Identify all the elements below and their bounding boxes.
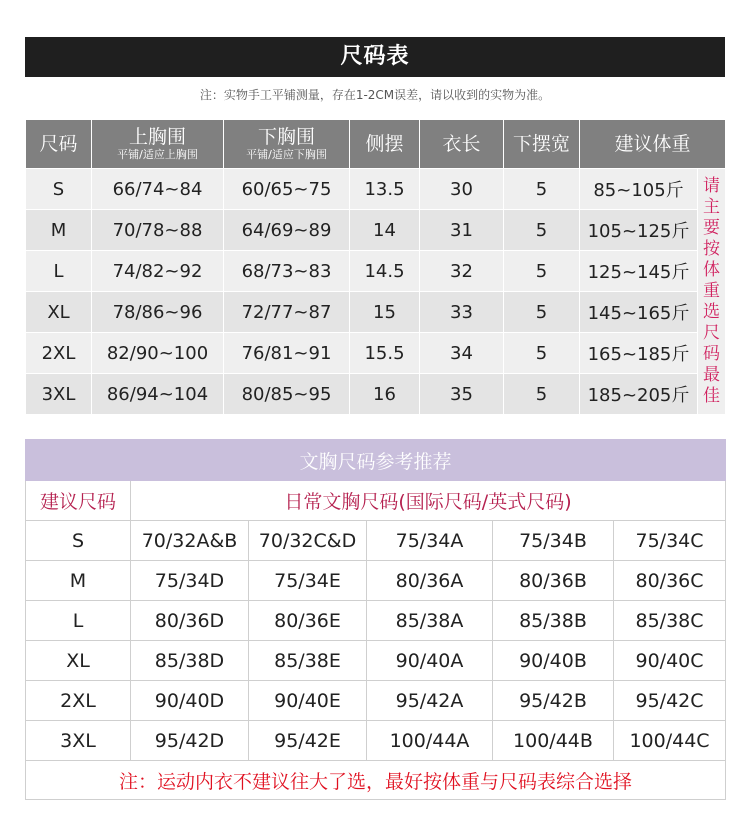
- table-cell: 80/36A: [367, 561, 493, 601]
- table-cell: 85/38A: [367, 601, 493, 641]
- header-label: 下胸围: [257, 125, 315, 148]
- table-cell: 185~205斤: [580, 374, 698, 415]
- table-cell: 16: [350, 374, 420, 415]
- table-cell: 76/81~91: [224, 333, 350, 374]
- table-cell: 145~165斤: [580, 292, 698, 333]
- bra-table-title-row: [26, 440, 726, 481]
- header-label: 尺码: [39, 132, 78, 155]
- table-row: [26, 601, 726, 641]
- table-row: [26, 561, 726, 601]
- table-cell: 60/65~75: [224, 169, 350, 210]
- size-table: [25, 119, 726, 415]
- table-cell: 78/86~96: [92, 292, 224, 333]
- table-cell: 95/42E: [249, 721, 367, 761]
- table-cell: 15: [350, 292, 420, 333]
- table-cell: 72/77~87: [224, 292, 350, 333]
- note-char: 码: [703, 344, 720, 364]
- table-cell: 66/74~84: [92, 169, 224, 210]
- table-cell: 80/36D: [131, 601, 249, 641]
- table-cell: 32: [420, 251, 504, 292]
- table-cell: 85/38D: [131, 641, 249, 681]
- note-char: 选: [703, 302, 720, 322]
- bra-size-table: [25, 439, 726, 800]
- table-cell: L: [26, 251, 92, 292]
- table-cell: 100/44A: [367, 721, 493, 761]
- table-cell: 80/85~95: [224, 374, 350, 415]
- table-cell: 5: [504, 292, 580, 333]
- weight-advice-note: [698, 169, 726, 415]
- header-sublabel: 平铺/适应下胸围: [246, 147, 327, 161]
- note-char: 佳: [703, 386, 720, 406]
- measurement-note: 注：实物手工平铺测量，存在1-2CM误差，请以收到的实物为准。: [199, 88, 551, 102]
- table-cell: 70/32C&D: [249, 521, 367, 561]
- table-cell: S: [26, 169, 92, 210]
- note-char: 按: [703, 239, 720, 259]
- table-cell: 75/34A: [367, 521, 493, 561]
- size-table-header-cell: [224, 120, 350, 169]
- table-cell: 75/34B: [493, 521, 614, 561]
- table-cell: 80/36E: [249, 601, 367, 641]
- table-row: [26, 292, 726, 333]
- note-char: 要: [703, 218, 720, 238]
- header-label: 衣长: [442, 132, 481, 155]
- table-cell: 90/40A: [367, 641, 493, 681]
- table-cell: 75/34D: [131, 561, 249, 601]
- size-table-header-cell: [26, 120, 92, 169]
- table-cell: 5: [504, 374, 580, 415]
- table-cell: 75/34E: [249, 561, 367, 601]
- table-cell: 30: [420, 169, 504, 210]
- table-cell: 85~105斤: [580, 169, 698, 210]
- bra-table-footer-row: [26, 761, 726, 800]
- table-cell: 5: [504, 251, 580, 292]
- bra-col-daily-size: 日常文胸尺码(国际尺码/英式尺码): [131, 481, 726, 521]
- table-row: [26, 721, 726, 761]
- table-cell: 90/40B: [493, 641, 614, 681]
- table-row: [26, 333, 726, 374]
- table-cell: 95/42B: [493, 681, 614, 721]
- table-cell: 14: [350, 210, 420, 251]
- table-cell: 3XL: [26, 721, 131, 761]
- size-table-header-cell: [420, 120, 504, 169]
- header-label: 下摆宽: [512, 132, 570, 155]
- size-table-header-cell: [350, 120, 420, 169]
- table-cell: 80/36B: [493, 561, 614, 601]
- table-row: [26, 251, 726, 292]
- table-cell: 70/32A&B: [131, 521, 249, 561]
- table-cell: 2XL: [26, 681, 131, 721]
- table-cell: 100/44B: [493, 721, 614, 761]
- table-cell: 105~125斤: [580, 210, 698, 251]
- table-cell: 33: [420, 292, 504, 333]
- table-cell: 90/40E: [249, 681, 367, 721]
- table-cell: M: [26, 210, 92, 251]
- note-char: 尺: [703, 323, 720, 343]
- table-cell: 74/82~92: [92, 251, 224, 292]
- table-cell: 15.5: [350, 333, 420, 374]
- table-cell: 3XL: [26, 374, 92, 415]
- table-cell: 85/38E: [249, 641, 367, 681]
- table-cell: 95/42D: [131, 721, 249, 761]
- size-table-header-cell: [504, 120, 580, 169]
- table-cell: 5: [504, 210, 580, 251]
- table-cell: 100/44C: [614, 721, 726, 761]
- table-cell: 14.5: [350, 251, 420, 292]
- table-cell: S: [26, 521, 131, 561]
- table-cell: 165~185斤: [580, 333, 698, 374]
- table-cell: XL: [26, 292, 92, 333]
- table-cell: 34: [420, 333, 504, 374]
- note-char: 请: [703, 176, 720, 196]
- note-char: 最: [703, 365, 720, 385]
- table-cell: 5: [504, 333, 580, 374]
- table-cell: 5: [504, 169, 580, 210]
- table-cell: 70/78~88: [92, 210, 224, 251]
- bra-table-header-row: [26, 481, 726, 521]
- table-row: [26, 641, 726, 681]
- bra-table-title: 文胸尺码参考推荐: [26, 440, 726, 481]
- table-cell: 85/38B: [493, 601, 614, 641]
- table-cell: 68/73~83: [224, 251, 350, 292]
- size-table-header-cell: [580, 120, 726, 169]
- table-row: [26, 210, 726, 251]
- size-table-header-cell: [92, 120, 224, 169]
- table-row: [26, 521, 726, 561]
- table-cell: 35: [420, 374, 504, 415]
- note-char: 主: [703, 197, 720, 217]
- header-label: 上胸围: [128, 125, 186, 148]
- table-cell: 90/40C: [614, 641, 726, 681]
- note-char: 重: [703, 281, 720, 301]
- table-cell: 13.5: [350, 169, 420, 210]
- table-cell: 85/38C: [614, 601, 726, 641]
- sports-bra-advice-note: 注：运动内衣不建议往大了选，最好按体重与尺码表综合选择: [26, 761, 726, 800]
- header-label: 建议体重: [614, 132, 691, 155]
- table-cell: 64/69~89: [224, 210, 350, 251]
- table-row: [26, 169, 726, 210]
- table-cell: 80/36C: [614, 561, 726, 601]
- table-cell: 90/40D: [131, 681, 249, 721]
- size-table-header: [26, 120, 726, 169]
- table-row: [26, 374, 726, 415]
- table-cell: 125~145斤: [580, 251, 698, 292]
- header-sublabel: 平铺/适应上胸围: [117, 147, 198, 161]
- table-cell: 86/94~104: [92, 374, 224, 415]
- header-label: 侧摆: [365, 132, 404, 155]
- table-cell: 75/34C: [614, 521, 726, 561]
- table-row: [26, 681, 726, 721]
- table-cell: M: [26, 561, 131, 601]
- table-cell: 82/90~100: [92, 333, 224, 374]
- table-cell: 31: [420, 210, 504, 251]
- page-title: 尺码表: [25, 37, 725, 77]
- table-cell: 95/42C: [614, 681, 726, 721]
- table-cell: 2XL: [26, 333, 92, 374]
- bra-col-recommended-size: 建议尺码: [26, 481, 131, 521]
- table-cell: 95/42A: [367, 681, 493, 721]
- table-cell: L: [26, 601, 131, 641]
- table-cell: XL: [26, 641, 131, 681]
- note-char: 体: [703, 260, 720, 280]
